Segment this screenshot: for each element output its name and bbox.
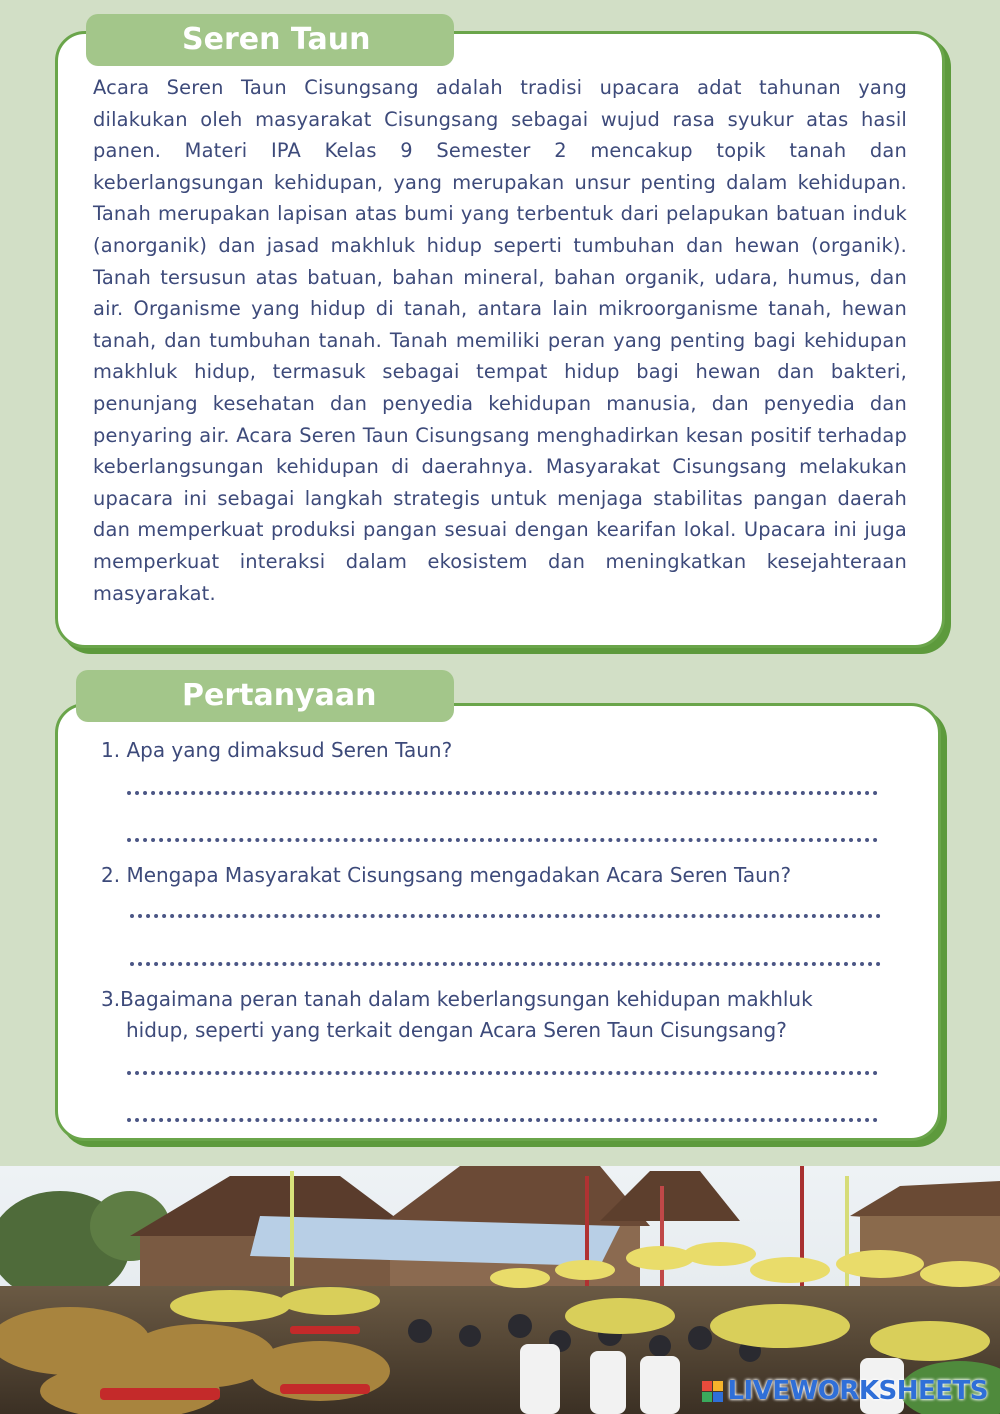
question-3	[101, 984, 881, 1046]
answer-line-2b[interactable]	[130, 962, 881, 966]
answer-line-2a[interactable]	[130, 914, 881, 918]
answer-line-3b[interactable]	[127, 1118, 878, 1122]
question-1: 1. Apa yang dimaksud Seren Taun?	[101, 738, 453, 762]
answer-line-1b[interactable]	[127, 838, 878, 842]
question-3-line-1: 3.Bagaimana peran tanah dalam keberlangsungan kehidupan makhluk	[101, 987, 813, 1011]
answer-line-1a[interactable]	[127, 791, 878, 795]
seren-taun-ceremony-photo	[0, 1166, 1000, 1414]
story-title: Seren Taun	[86, 14, 454, 66]
watermark-text: LIVEWORKSHEETS	[727, 1376, 988, 1406]
story-text: Acara Seren Taun Cisungsang adalah tradisi upacara adat tahunan yang dilakukan oleh masyarakat Cisungsang sebagai wujud rasa syukur atas hasil panen. Materi IPA Kelas 9 Semester 2 mencakup topik tanah dan keberlangsungan kehidupan, yang merupakan unsur penting dalam kehidupan. Tanah merupakan lapisan atas bumi yang terbentuk dari pelapukan batuan induk (anorganik) dan jasad makhluk hidup seperti tumbuhan dan hewan (organik). Tanah tersusun atas batuan, bahan mineral, bahan organik, udara, humus, dan air. Organisme yang hidup di tanah, antara lain mikroorganisme tanah, hewan tanah, dan tumbuhan tanah. Tanah memiliki peran yang penting bagi kehidupan makhluk hidup, termasuk sebagai tempat hidup bagi hewan dan bakteri, penunjang kesehatan dan penyedia kehidupan manusia, dan penyedia dan penyaring air. Acara Seren Taun Cisungsang menghadirkan kesan positif terhadap keberlangsungan kehidupan di daerahnya. Masyarakat Cisungsang melakukan upacara ini sebagai langkah strategis untuk menjaga stabilitas pangan daerah dan memperkuat produksi pangan sesuai dengan kearifan lokal. Upacara ini juga memperkuat interaksi dalam ekosistem dan meningkatkan kesejahteraan masyarakat.	[93, 76, 907, 605]
liveworksheets-logo	[702, 1376, 988, 1406]
liveworksheets-logo-icon	[702, 1381, 723, 1402]
answer-line-3a[interactable]	[127, 1071, 878, 1075]
questions-title: Pertanyaan	[76, 670, 454, 722]
question-3-line-2: hidup, seperti yang terkait dengan Acara Seren Taun Cisungsang?	[126, 1018, 787, 1042]
questions-card	[55, 703, 941, 1141]
question-2: 2. Mengapa Masyarakat Cisungsang mengadakan Acara Seren Taun?	[101, 863, 792, 887]
